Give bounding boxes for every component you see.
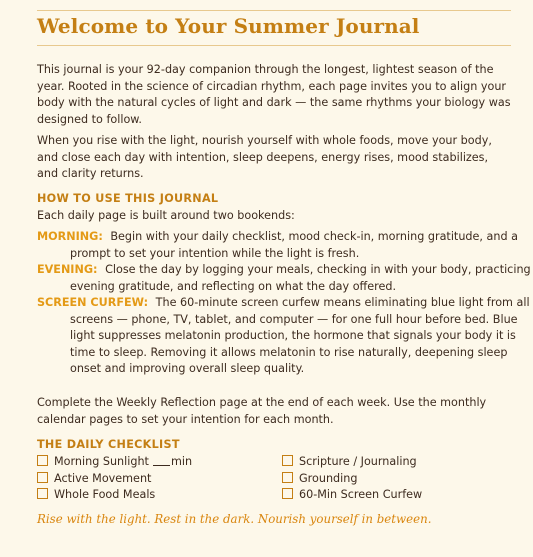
- checkbox-icon[interactable]: [37, 488, 48, 499]
- checkbox-icon[interactable]: [282, 488, 293, 499]
- evening-instruction: [37, 262, 533, 295]
- checklist-item-screen-curfew[interactable]: 60-Min Screen Curfew: [282, 487, 422, 503]
- evening-text: Close the day by logging your meals, checking in with your body, practicing evening gratitude, and reflecting on what the day offered.: [70, 263, 531, 293]
- checklist-item-active-movement[interactable]: Active Movement: [37, 471, 151, 487]
- checklist-item-whole-food-meals[interactable]: Whole Food Meals: [37, 487, 155, 503]
- title-rule: [37, 45, 511, 46]
- how-to-intro: Each daily page is built around two bookends:: [37, 209, 295, 222]
- morning-label: MORNING:: [37, 230, 103, 243]
- screen-curfew-text: The 60-minute screen curfew means eliminating blue light from all screens — phone, TV, tablet, and computer — for one full hour before bed. Blue light suppresses melatonin production, the hormone that signals your body it is time to sleep. Removing it allows melatonin to rise naturally, deepening sleep onset and improving overall sleep quality.: [70, 296, 530, 375]
- minutes-blank[interactable]: [153, 455, 170, 466]
- checklist-item-grounding[interactable]: Grounding: [282, 471, 357, 487]
- closing-tagline: Rise with the light. Rest in the dark. Nourish yourself in between.: [37, 512, 432, 526]
- morning-instruction: [37, 229, 533, 262]
- checklist-item-scripture-journaling[interactable]: Scripture / Journaling: [282, 454, 417, 470]
- screen-curfew-instruction: [37, 295, 533, 378]
- screen-curfew-label: SCREEN CURFEW:: [37, 296, 149, 309]
- evening-label: EVENING:: [37, 263, 98, 276]
- how-to-heading: HOW TO USE THIS JOURNAL: [37, 192, 219, 205]
- daily-checklist-heading: THE DAILY CHECKLIST: [37, 438, 180, 451]
- checklist-item-morning-sunlight[interactable]: Morning Sunlight min: [37, 454, 192, 470]
- checkbox-icon[interactable]: [37, 472, 48, 483]
- checkbox-icon[interactable]: [282, 472, 293, 483]
- page-title: Welcome to Your Summer Journal: [37, 14, 420, 38]
- weekly-reflection-note: Complete the Weekly Reflection page at the end of each week. Use the monthly calendar pages to set your intention for each month.: [37, 396, 487, 426]
- checkbox-icon[interactable]: [282, 455, 293, 466]
- intro-paragraph-1: This journal is your 92-day companion through the longest, lightest season of the year. Rooted in the science of circadian rhythm, each page invites you to align your body with the natural cycles of light and dark — the same rhythms your biology was designed to follow.: [37, 63, 511, 127]
- morning-text: Begin with your daily checklist, mood check-in, morning gratitude, and a prompt to set your intention while the light is fresh.: [70, 230, 518, 260]
- top-rule: [37, 10, 511, 11]
- checkbox-icon[interactable]: [37, 455, 48, 466]
- intro-paragraph-2: When you rise with the light, nourish yourself with whole foods, move your body, and close each day with intention, sleep deepens, energy rises, mood stabilizes, and clarity returns.: [37, 134, 492, 181]
